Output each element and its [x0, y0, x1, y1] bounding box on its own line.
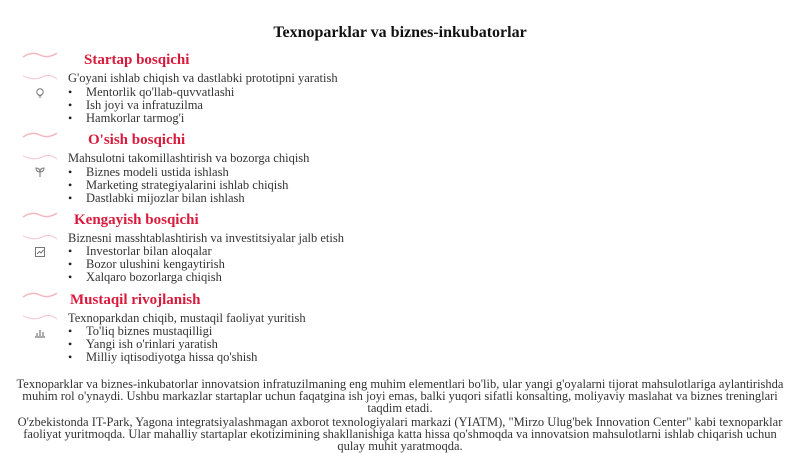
stage-title: Startap bosqichi	[84, 52, 190, 68]
swoosh-decoration-icon	[22, 153, 58, 163]
swoosh-decoration-icon	[22, 290, 58, 300]
stage-bullet-list	[68, 245, 225, 284]
lightbulb-icon	[34, 87, 46, 99]
page-title: Texnoparklar va biznes-inkubatorlar	[273, 24, 527, 41]
list-item: • Yangi ish o'rinlari yaratish	[68, 338, 257, 351]
list-item: • Hamkorlar tarmog'i	[68, 112, 234, 125]
stage-title: Mustaqil rivojlanish	[70, 292, 201, 308]
swoosh-decoration-icon	[22, 73, 58, 83]
list-item: • Biznes modeli ustida ishlash	[68, 166, 288, 179]
stage-description: Mahsulotni takomillashtirish va bozorga chiqish	[68, 151, 310, 165]
swoosh-decoration-icon	[22, 210, 58, 220]
stage-description: G'oyani ishlab chiqish va dastlabki prototipni yaratish	[68, 71, 338, 85]
list-item: • Milliy iqtisodiyotga hissa qo'shish	[68, 351, 257, 364]
swoosh-decoration-icon	[22, 313, 58, 323]
swoosh-decoration-icon	[22, 233, 58, 243]
list-item: • Bozor ulushini kengaytirish	[68, 258, 225, 271]
bar-chart-icon	[34, 326, 46, 338]
swoosh-decoration-icon	[22, 50, 58, 60]
growth-chart-icon	[34, 246, 46, 258]
stage-description: Biznesni masshtablashtirish va investitsiyalar jalb etish	[68, 231, 344, 245]
stage-title: Kengayish bosqichi	[74, 212, 199, 228]
list-item: • Xalqaro bozorlarga chiqish	[68, 271, 225, 284]
list-item: • Marketing strategiyalarini ishlab chiqish	[68, 179, 288, 192]
list-item: • Ish joyi va infratuzilma	[68, 99, 234, 112]
uzbekistan-paragraph: O'zbekistonda IT-Park, Yagona integratsiyalashmagan axborot texnologiyalari markazi (YIATM), "Mirzo Ulug'bek Innovation Center" kabi texnoparklar faoliyat yuritmoqda. Ular mahalliy startaplar ekotizimining shakllanishiga katta hissa qo'shmoqda va innovatsion mahsulotlarni ishlab chiqarish uchun qulay muhit yaratmoqda.	[17, 415, 783, 453]
sprout-icon	[34, 166, 46, 178]
intro-paragraph: Texnoparklar va biznes-inkubatorlar innovatsion infratuzilmaning eng muhim elementlari bo'lib, ular yangi g'oyalarni tijorat mahsulotlariga aylantirishda muhim rol o'ynaydi. Ushbu markazlar startaplar uchun faqatgina ish joyi emas, balki yuqori sifatli konsalting, moliyaviy maslahat va biznes treninglari taqdim etadi.	[16, 377, 784, 415]
stage-bullet-list	[68, 166, 288, 205]
stage-bullet-list	[68, 86, 234, 125]
list-item: • Mentorlik qo'llab-quvvatlashi	[68, 86, 234, 99]
list-item: • Investorlar bilan aloqalar	[68, 245, 225, 258]
list-item: • Dastlabki mijozlar bilan ishlash	[68, 192, 288, 205]
stage-bullet-list	[68, 325, 257, 364]
stage-description: Texnoparkdan chiqib, mustaqil faoliyat yuritish	[68, 311, 306, 325]
list-item: • To'liq biznes mustaqilligi	[68, 325, 257, 338]
swoosh-decoration-icon	[22, 130, 58, 140]
stage-title: O'sish bosqichi	[88, 132, 186, 148]
